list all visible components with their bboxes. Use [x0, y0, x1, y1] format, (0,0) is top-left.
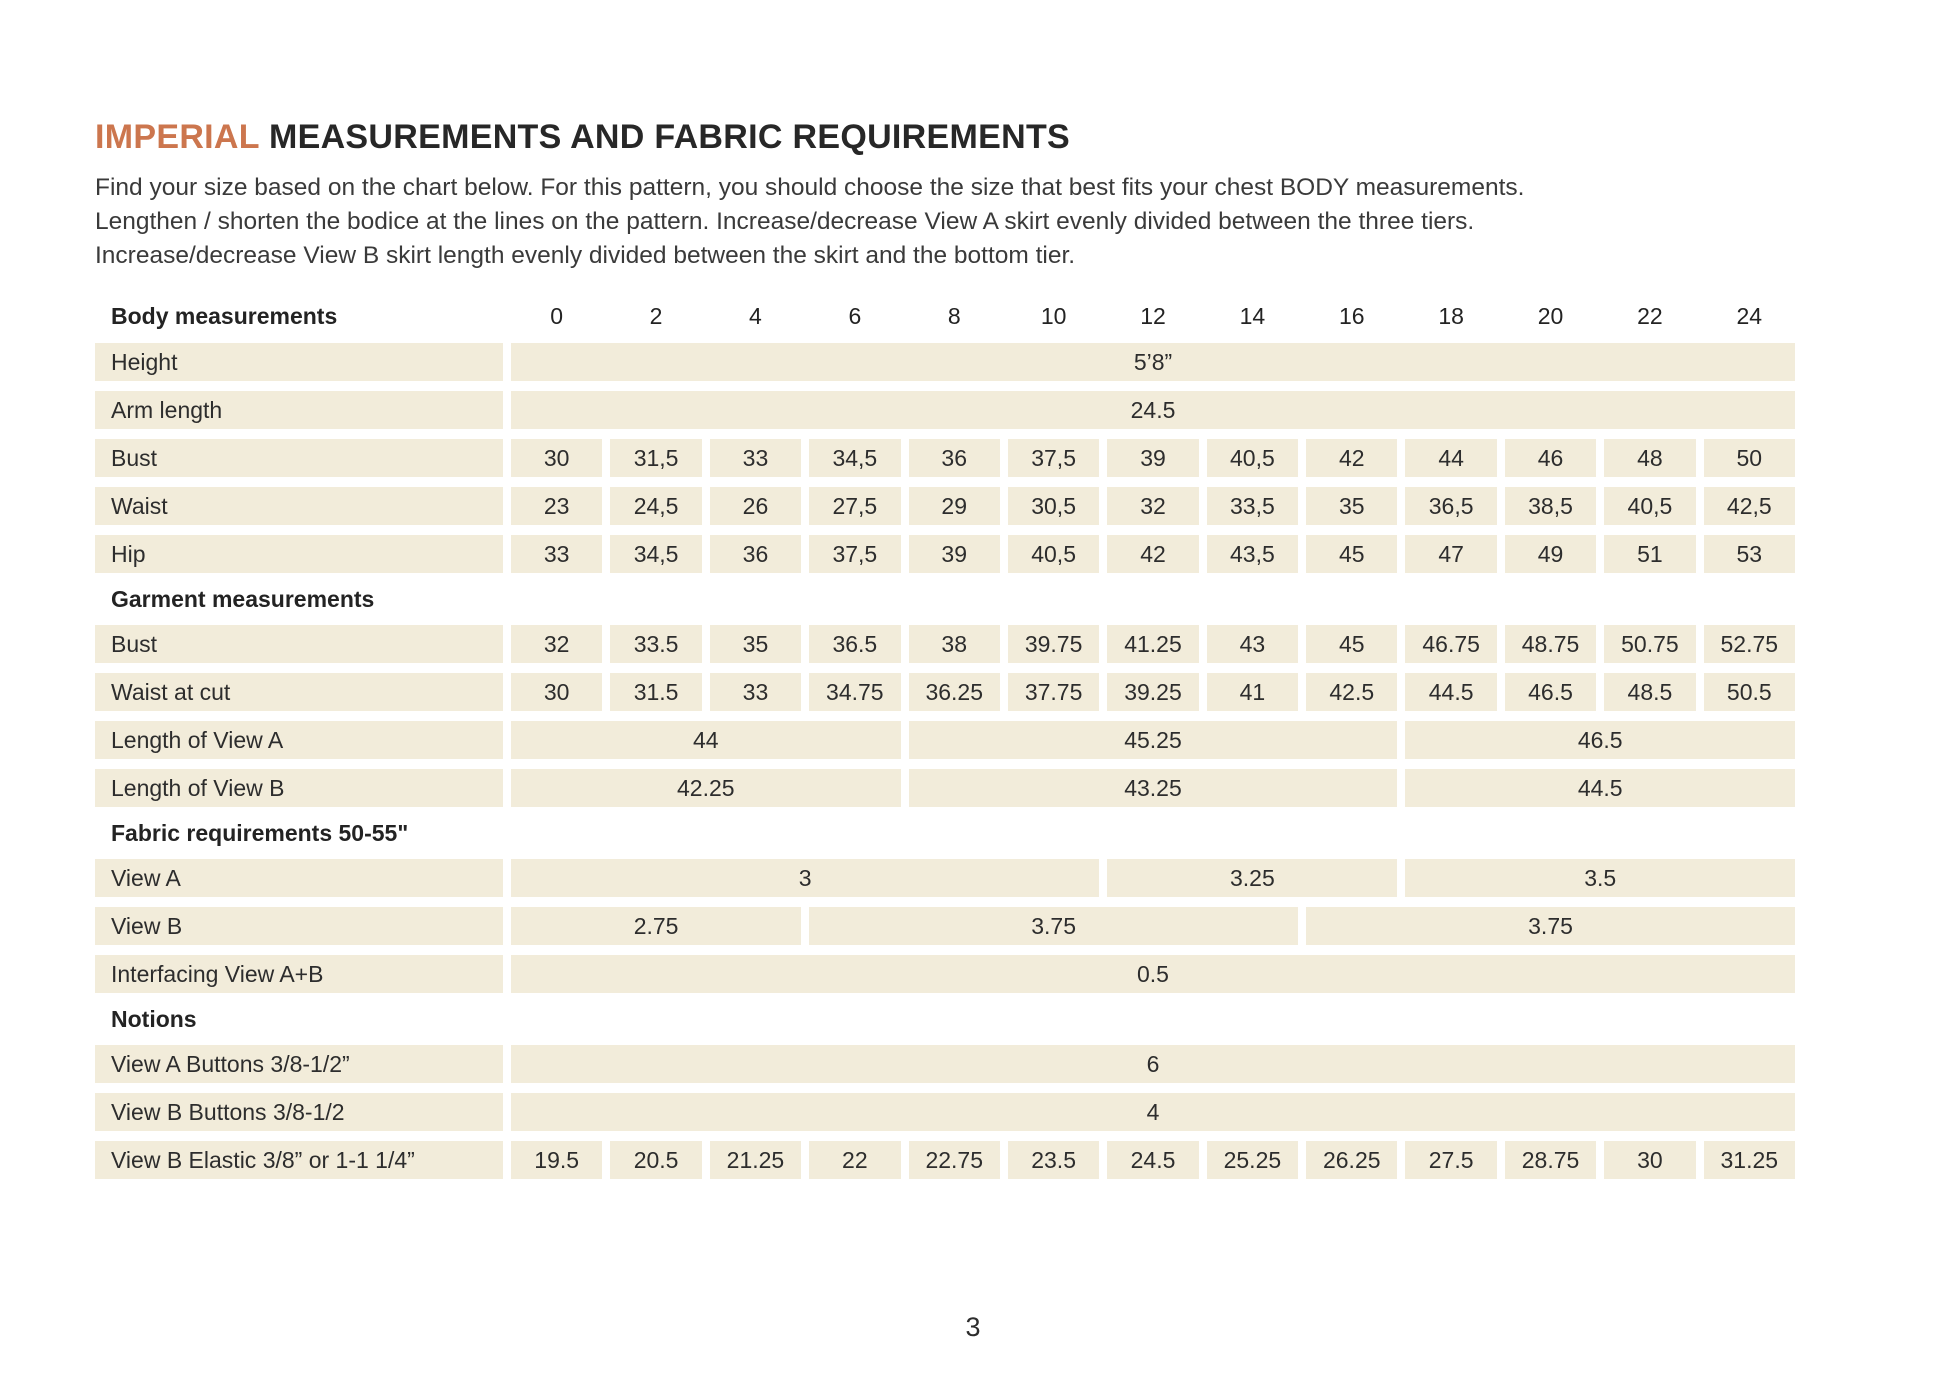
page-number: 3: [965, 1312, 981, 1342]
size-column-header: 0: [550, 302, 564, 329]
table-cell: 3.75: [1306, 907, 1795, 945]
size-column-header: 4: [749, 302, 762, 329]
table-cell: 37,5: [809, 535, 900, 573]
table-cell: 30: [1604, 1141, 1695, 1179]
intro-line: Find your size based on the chart below. For this pattern, you should choose the size that best fits your chest BODY measurements.: [95, 174, 1525, 201]
table-section-header: Garment measurements: [111, 585, 375, 612]
table-cell: 33: [710, 439, 801, 477]
table-cell: 4: [511, 1093, 1795, 1131]
table-cell: 41: [1207, 673, 1298, 711]
intro-line: Lengthen / shorten the bodice at the lines on the pattern. Increase/decrease View A skirt evenly divided between the three tiers.: [95, 208, 1475, 235]
size-column-header: 10: [1040, 302, 1067, 329]
table-cell: 31.5: [610, 673, 701, 711]
table-row-label: View A: [95, 859, 503, 897]
table-row-label: Bust: [95, 625, 503, 663]
table-cell: 36.5: [809, 625, 900, 663]
table-cell: 42,5: [1704, 487, 1795, 525]
size-column-header: 18: [1438, 302, 1464, 329]
table-cell: 36,5: [1405, 487, 1496, 525]
size-column-header: 6: [848, 302, 862, 329]
table-cell: 3: [511, 859, 1099, 897]
page-title-highlight: IMPERIAL: [95, 118, 260, 156]
page-title: [95, 118, 1795, 157]
table-row-label: Waist at cut: [95, 673, 503, 711]
size-column-header: 24: [1736, 302, 1763, 329]
table-cell: 42: [1107, 535, 1198, 573]
table-cell: 3.5: [1405, 859, 1795, 897]
size-column-header: 8: [947, 302, 961, 329]
table-cell: 44.5: [1405, 769, 1795, 807]
table-cell: 38,5: [1505, 487, 1596, 525]
table-cell: 20.5: [610, 1141, 701, 1179]
table-row-label: Waist: [95, 487, 503, 525]
table-cell: 0.5: [511, 955, 1795, 993]
table-cell: 50.5: [1704, 673, 1795, 711]
table-cell: 49: [1505, 535, 1596, 573]
table-cell: 46: [1505, 439, 1596, 477]
size-column-header: 14: [1239, 302, 1266, 329]
table-cell: 36: [909, 439, 1000, 477]
table-cell: 43.25: [909, 769, 1398, 807]
table-cell: 34,5: [809, 439, 900, 477]
table-cell: 19.5: [511, 1141, 602, 1179]
size-table: [95, 299, 1795, 1179]
table-cell: 48.75: [1505, 625, 1596, 663]
table-cell: 34.75: [809, 673, 900, 711]
table-cell: 50.75: [1604, 625, 1695, 663]
table-cell: 53: [1704, 535, 1795, 573]
table-cell: 44: [511, 721, 901, 759]
table-cell: 38: [909, 625, 1000, 663]
table-cell: 30,5: [1008, 487, 1099, 525]
table-cell: 36.25: [909, 673, 1000, 711]
table-cell: 42: [1306, 439, 1397, 477]
table-cell: 39: [1107, 439, 1198, 477]
table-row-label: Arm length: [95, 391, 503, 429]
table-cell: 6: [511, 1045, 1795, 1083]
table-cell: 37,5: [1008, 439, 1099, 477]
size-column-header: 16: [1338, 302, 1365, 329]
table-row-label: View B Buttons 3/8-1/2: [95, 1093, 503, 1131]
intro-line: Increase/decrease View B skirt length evenly divided between the skirt and the bottom tier.: [95, 242, 1076, 269]
table-row-label: View B: [95, 907, 503, 945]
table-cell: 34,5: [610, 535, 701, 573]
table-cell: 45: [1306, 535, 1397, 573]
table-cell: 26: [710, 487, 801, 525]
table-cell: 29: [909, 487, 1000, 525]
table-cell: 31.25: [1704, 1141, 1795, 1179]
table-cell: 50: [1704, 439, 1795, 477]
table-cell: 3.75: [809, 907, 1298, 945]
table-cell: 3.25: [1107, 859, 1397, 897]
table-cell: 32: [511, 625, 602, 663]
table-cell: 46.5: [1505, 673, 1596, 711]
table-cell: 39: [909, 535, 1000, 573]
table-cell: 37.75: [1008, 673, 1099, 711]
table-cell: 5’8”: [511, 343, 1795, 381]
table-cell: 23.5: [1008, 1141, 1099, 1179]
table-cell: 35: [710, 625, 801, 663]
table-cell: 30: [511, 673, 602, 711]
size-column-header: 22: [1637, 302, 1663, 329]
table-section-header: Fabric requirements 50-55": [111, 819, 409, 846]
table-cell: 46.5: [1405, 721, 1795, 759]
table-cell: 22.75: [909, 1141, 1000, 1179]
page-title-rest: MEASUREMENTS AND FABRIC REQUIREMENTS: [259, 118, 1070, 156]
table-cell: 25.25: [1207, 1141, 1298, 1179]
table-cell: 48.5: [1604, 673, 1695, 711]
table-cell: 35: [1306, 487, 1397, 525]
table-cell: 24,5: [610, 487, 701, 525]
table-cell: 43,5: [1207, 535, 1298, 573]
table-cell: 40,5: [1207, 439, 1298, 477]
table-cell: 48: [1604, 439, 1695, 477]
table-cell: 33: [710, 673, 801, 711]
table-cell: 39.25: [1107, 673, 1198, 711]
table-cell: 33.5: [610, 625, 701, 663]
table-cell: 42.25: [511, 769, 901, 807]
table-row-label: View B Elastic 3/8” or 1-1 1/4”: [95, 1141, 503, 1179]
table-cell: 27.5: [1405, 1141, 1496, 1179]
table-cell: 23: [511, 487, 602, 525]
table-cell: 26.25: [1306, 1141, 1397, 1179]
table-cell: 21.25: [710, 1141, 801, 1179]
table-cell: 46.75: [1405, 625, 1496, 663]
table-cell: 51: [1604, 535, 1695, 573]
table-cell: 2.75: [511, 907, 801, 945]
table-row-label: Length of View B: [95, 769, 503, 807]
table-cell: 39.75: [1008, 625, 1099, 663]
table-cell: 33: [511, 535, 602, 573]
size-column-header: 12: [1140, 302, 1166, 329]
table-row-label: Hip: [95, 535, 503, 573]
table-cell: 24.5: [511, 391, 1795, 429]
page-content: [95, 118, 1795, 1179]
table-cell: 40,5: [1604, 487, 1695, 525]
table-cell: 27,5: [809, 487, 900, 525]
table-cell: 31,5: [610, 439, 701, 477]
table-cell: 44: [1405, 439, 1496, 477]
table-cell: 47: [1405, 535, 1496, 573]
table-cell: 30: [511, 439, 602, 477]
table-row-label: Height: [95, 343, 503, 381]
table-cell: 52.75: [1704, 625, 1795, 663]
size-column-header: 20: [1537, 302, 1564, 329]
table-row-label: View A Buttons 3/8-1/2”: [95, 1045, 503, 1083]
intro-paragraph: [95, 171, 1795, 273]
table-cell: 45.25: [909, 721, 1398, 759]
table-row-label: Interfacing View A+B: [95, 955, 503, 993]
table-cell: 36: [710, 535, 801, 573]
table-cell: 33,5: [1207, 487, 1298, 525]
table-cell: 24.5: [1107, 1141, 1198, 1179]
size-column-header: 2: [649, 302, 663, 329]
table-cell: 42.5: [1306, 673, 1397, 711]
table-cell: 41.25: [1107, 625, 1198, 663]
table-cell: 40,5: [1008, 535, 1099, 573]
table-row-label: Bust: [95, 439, 503, 477]
table-cell: 45: [1306, 625, 1397, 663]
table-cell: 28.75: [1505, 1141, 1596, 1179]
table-cell: 43: [1207, 625, 1298, 663]
table-cell: 32: [1107, 487, 1198, 525]
table-cell: 44.5: [1405, 673, 1496, 711]
table-row-label: Length of View A: [95, 721, 503, 759]
table-header-label: Body measurements: [111, 302, 338, 329]
table-section-header: Notions: [111, 1005, 197, 1032]
table-cell: 22: [809, 1141, 900, 1179]
